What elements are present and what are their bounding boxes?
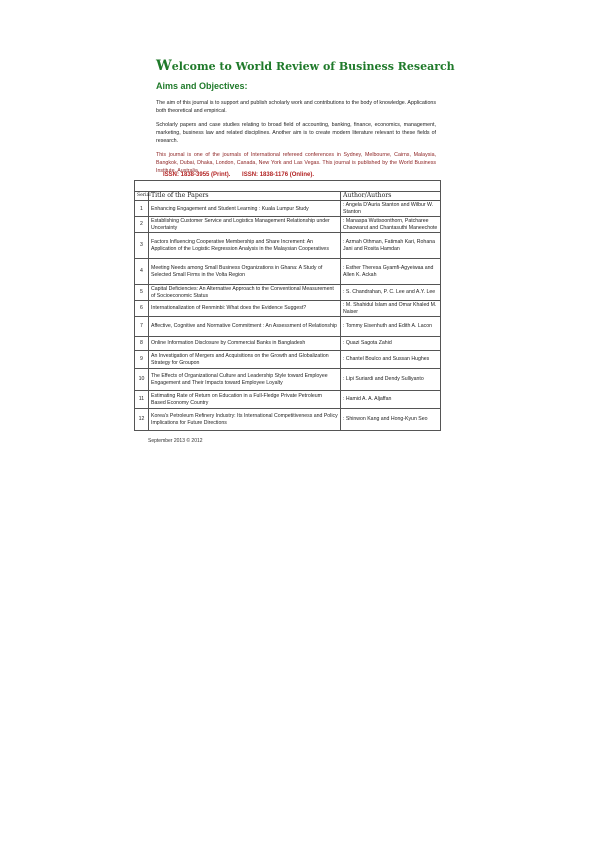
paragraph-conferences: This journal is one of the journals of International refereed conferences in Sydney, Melbourne, Cairns, Malaysia, Bangkok, Dubai, Dhaka, London, Canada, New York and Las Vegas. This journal is published by the World Business Institute, Australia. [156,152,436,174]
paragraph-aim: The aim of this journal is to support and publish scholarly work and contributions to the body of knowledge. Applications both theoretical and empirical. [156,100,436,114]
page-footer: September 2013 © 2012 [148,438,203,444]
paper-authors: : Quazi Sagota Zahid [341,337,441,351]
row-number: 4 [135,259,149,285]
row-number: 8 [135,337,149,351]
table-row [135,409,441,431]
table-row [135,285,441,301]
header-author: Author/Authors [341,192,441,201]
paper-title-link[interactable]: Online Information Disclosure by Commercial Banks in Bangladesh [149,337,341,351]
row-number: 1 [135,201,149,217]
paper-authors: : Lipi Suriardi and Dendy Sulliyanto [341,369,441,391]
paper-authors: : Chantel Boulco and Sussan Hughes [341,351,441,369]
table-row [135,351,441,369]
paper-authors: : Esther Theresa Gyamfi-Agyeiwaa and Allen K. Ackah [341,259,441,285]
table-row [135,337,441,351]
header-title: Title of the Papers [149,192,341,201]
paper-title-link[interactable]: Internationalization of Renminbi: What does the Evidence Suggest? [149,301,341,317]
paper-authors: : S. Chandrahan, P. C. Lee and A.Y. Lee [341,285,441,301]
issn-online: ISSN: 1838-1176 (Online). [242,172,315,178]
row-number: 3 [135,233,149,259]
row-number: 7 [135,317,149,337]
paper-authors: : Azmah Othman, Fatimah Kari, Rohana Jani and Rosita Hamdan [341,233,441,259]
table-row [135,217,441,233]
table-row [135,233,441,259]
row-number: 12 [135,409,149,431]
title-rest: elcome to World Review of Business Research [171,60,455,73]
issn-line [163,172,324,178]
paper-title-link[interactable]: The Effects of Organizational Culture and Leadership Style toward Employee Engagement and Their Impacts toward Employee Loyalty [149,369,341,391]
row-number: 5 [135,285,149,301]
table-header-row [135,192,441,201]
issn-print: ISSN: 1838-3955 (Print). [163,172,231,178]
paper-title-link[interactable]: Establishing Customer Service and Logistics Management Relationship under Uncertainty [149,217,341,233]
paper-authors: : Hamid A. A. Aljaffan [341,391,441,409]
header-serial: Serial [135,192,149,201]
paper-title-link[interactable]: Estimating Rate of Return on Education in a Full-Fledge Private Petroleum Based Economy Country [149,391,341,409]
paper-title-link[interactable]: Capital Deficiencies: An Alternative Approach to the Conventional Measurement of Socioeconomic Status [149,285,341,301]
page-title [156,58,455,74]
table-top-bar [135,181,441,192]
section-heading: Aims and Objectives: [156,81,248,91]
paper-authors: : M. Shahidul Islam and Omar Khaled M. Naiser [341,301,441,317]
paper-title-link[interactable]: Meeting Needs among Small Business Organizations in Ghana: A Study of Selected Small Firms in the Volta Region [149,259,341,285]
paper-title-link[interactable]: An Investigation of Mergers and Acquisitions on the Growth and Globalization Strategy for Groupon [149,351,341,369]
row-number: 2 [135,217,149,233]
paper-authors: : Manaspa Wutisoonthorn, Patcharee Chaowarut and Chantasuthi Maneechote [341,217,441,233]
paper-authors: : Shinwon Kang and Hong-Kyun Seo [341,409,441,431]
table-row [135,301,441,317]
papers-table [134,180,441,431]
paper-title-link[interactable]: Affective, Cognitive and Normative Commitment : An Assessment of Relationship [149,317,341,337]
title-initial: W [156,58,172,74]
table-row [135,369,441,391]
paper-authors: : Angela D'Auria Stanton and Wilbur W. Stanton [341,201,441,217]
table-row [135,259,441,285]
row-number: 10 [135,369,149,391]
table-row [135,391,441,409]
paper-title-link[interactable]: Enhancing Engagement and Student Learning : Kuala Lumpur Study [149,201,341,217]
paper-title-link[interactable]: Korea's Petroleum Refinery Industry: Its International Competitiveness and Policy Implications for Future Directions [149,409,341,431]
row-number: 9 [135,351,149,369]
row-number: 6 [135,301,149,317]
paper-title-link[interactable]: Factors Influencing Cooperative Membership and Share Increment: An Application of the Logistic Regression Analysis in the Malaysian Cooperatives [149,233,341,259]
paper-authors: : Tommy Eisenhuth and Edith A. Lacon [341,317,441,337]
paragraph-scope: Scholarly papers and case studies relating to broad field of accounting, banking, finance, economics, management, marketing, business law and related disciplines. Another aim is to create modern literature relevant to these fields of research. [156,122,436,144]
table-row [135,201,441,217]
table-row [135,317,441,337]
row-number: 11 [135,391,149,409]
